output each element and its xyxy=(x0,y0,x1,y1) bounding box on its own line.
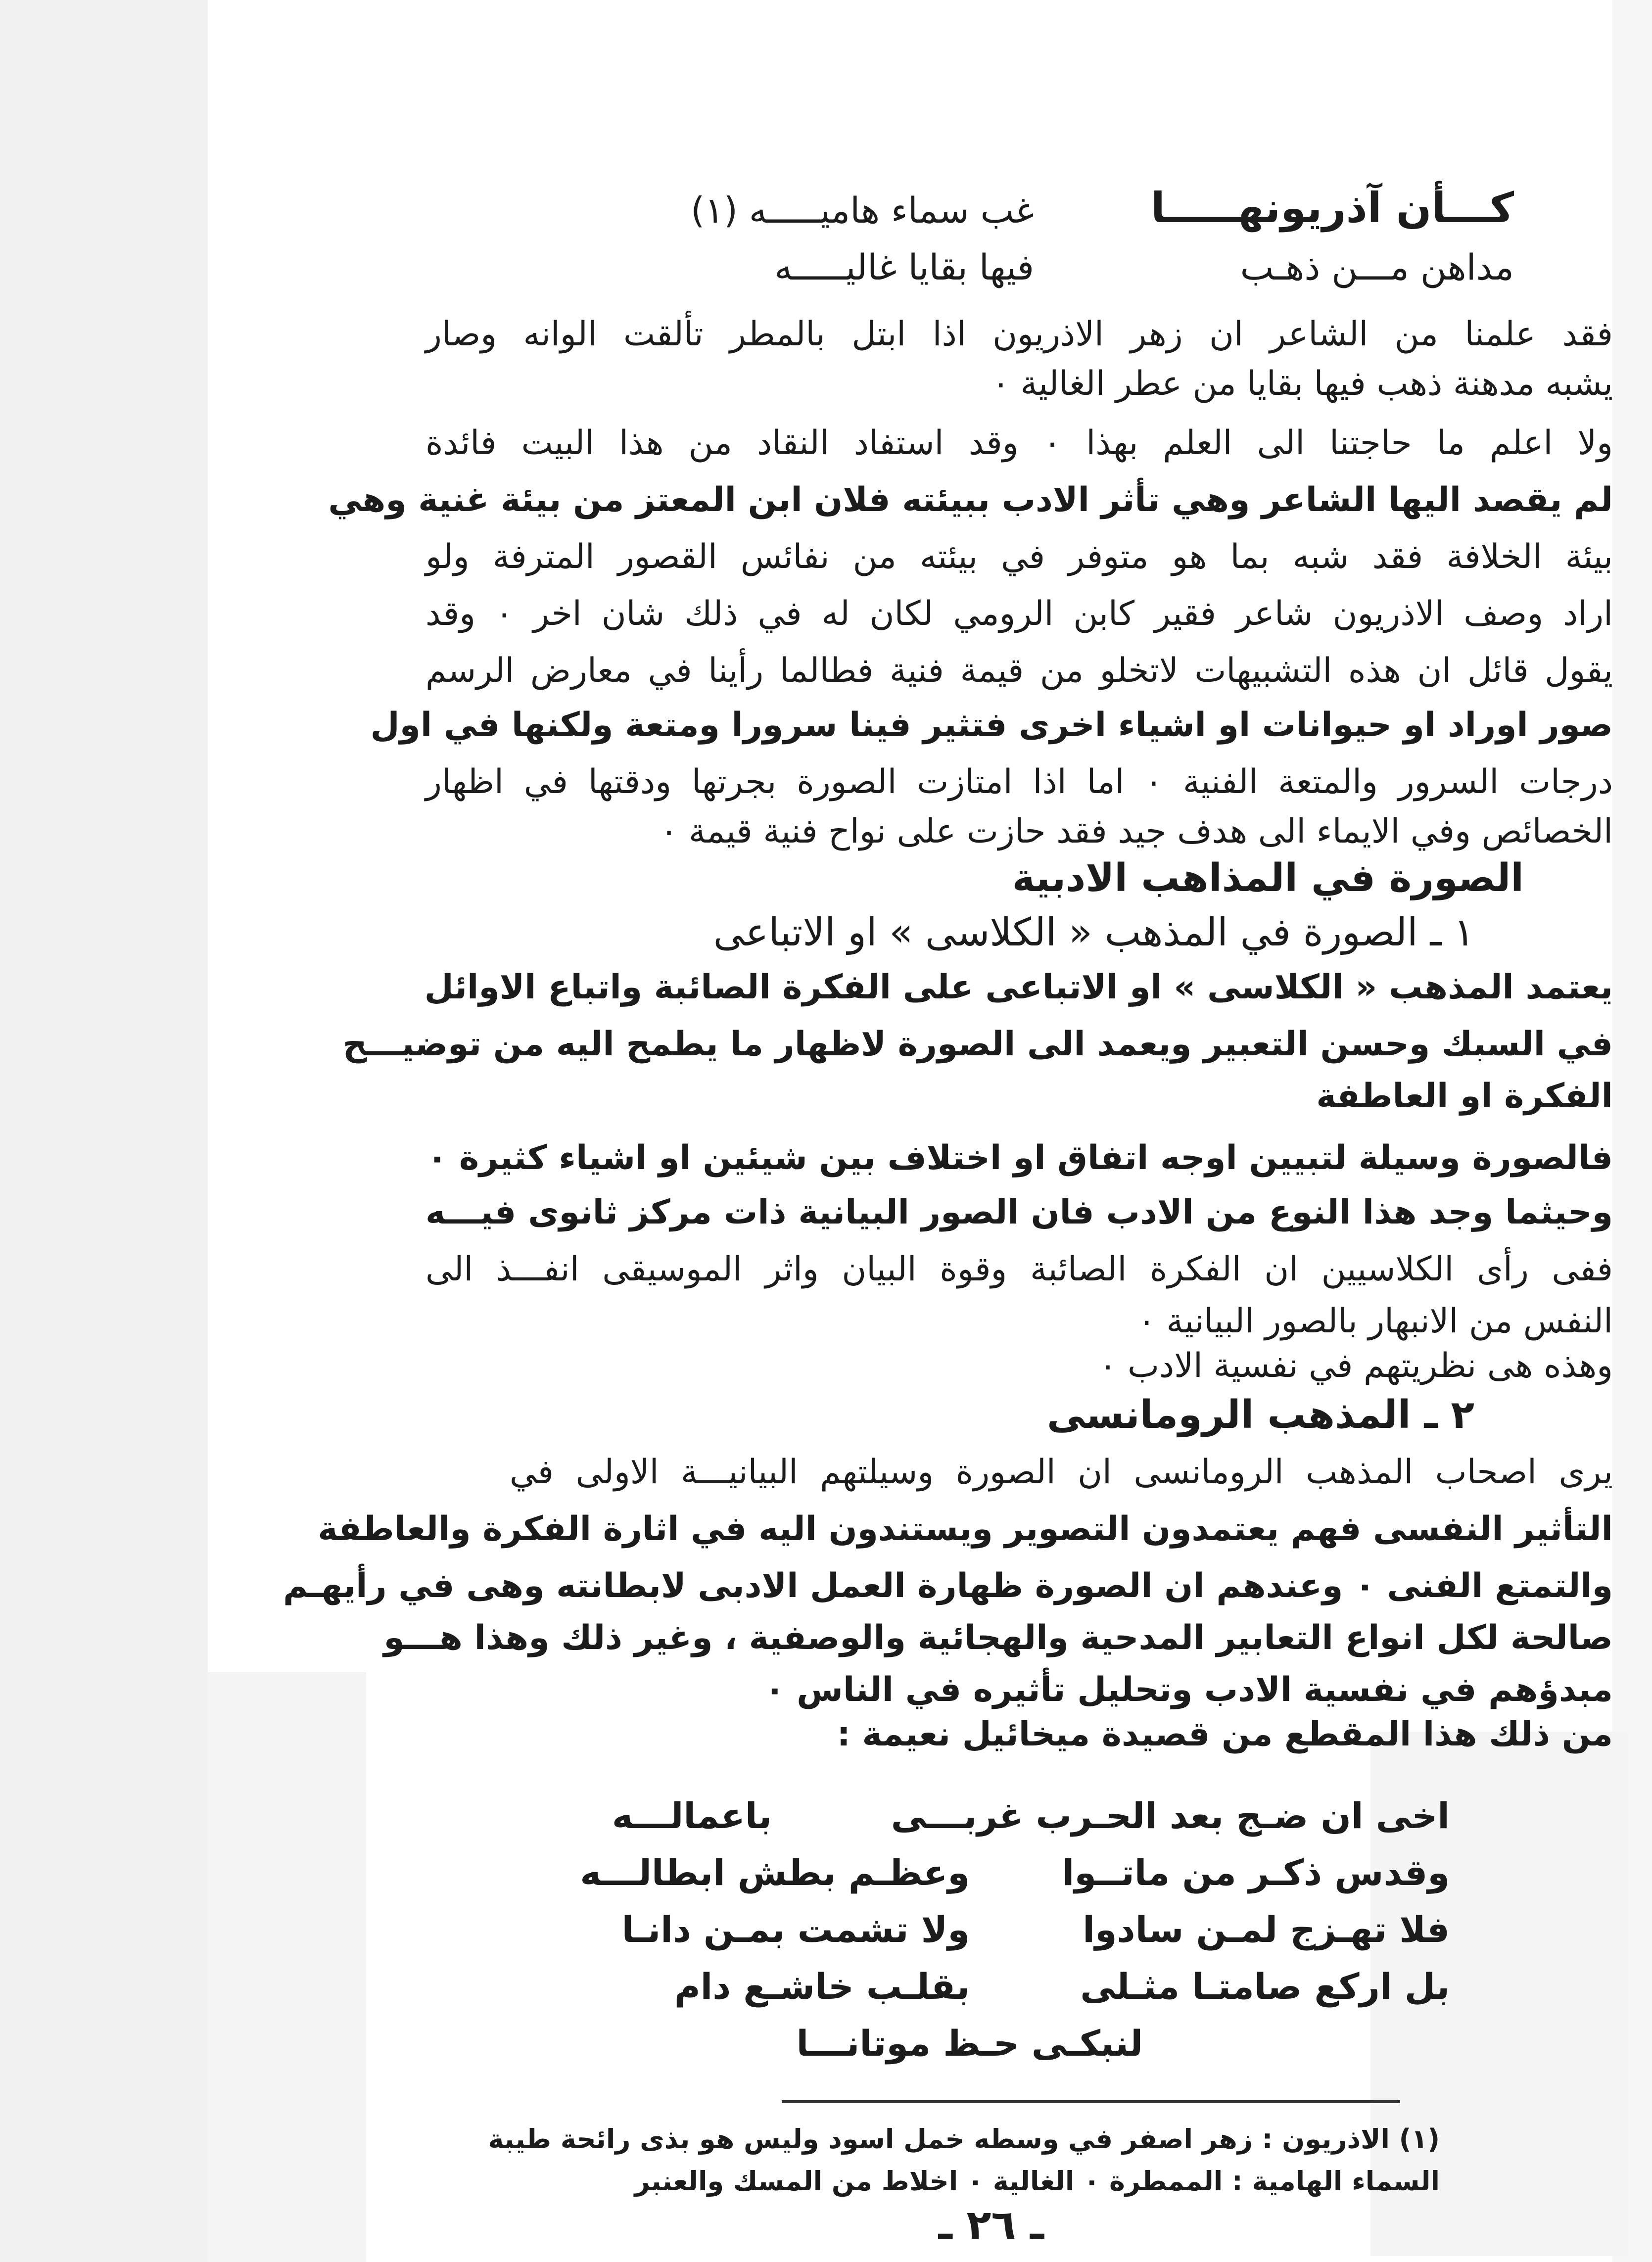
poem2-line-3-left: ولا تشمت بمـن دانـا xyxy=(621,1909,970,1950)
para2-line-5: يقول قائل ان هذه التشبيهات لاتخلو من قيمة فنية فطالما رأينا في معارض الرسم xyxy=(425,651,1613,690)
para2-line-1: ولا اعلم ما حاجتنا الى العلم بهذا ٠ وقد استفاد النقاد من هذا البيت فائدة xyxy=(425,424,1613,463)
para3-line-2: في السبك وحسن التعبير ويعمد الى الصورة لاظهار ما يطمح اليه من توضيـــح xyxy=(342,1025,1613,1064)
poem2-line-4-left: بقلـب خاشـع دام xyxy=(674,1966,970,2007)
para2-line-2: لم يقصد اليها الشاعر وهي تأثر الادب ببيئته فلان ابن المعتز من بيئة غنية وهي xyxy=(328,480,1613,519)
poem2-line-2-right: وقدس ذكـر من ماتــوا xyxy=(1062,1852,1450,1893)
para2-line-4: اراد وصف الاذريون شاعر فقير كابن الرومي لكان له في ذلك شان اخر ٠ وقد xyxy=(425,594,1613,633)
poem2-line-1-left: باعمالـــه xyxy=(612,1795,772,1837)
subsection-1-title: ١ ـ الصورة في المذهب « الكلاسى » او الاتباعى xyxy=(713,910,1474,955)
para4-line-4: النفس من الانبهار بالصور البيانية ٠ xyxy=(1137,1302,1613,1341)
para2-line-6: صور اوراد او حيوانات او اشياء اخرى فتثير فينا سرورا ومتعة ولكنها في اول xyxy=(370,706,1613,745)
top-poem-verse1-right: كـــأن آذريونهـــــا xyxy=(1150,184,1514,232)
para4-line-2: وحيثما وجد هذا النوع من الادب فان الصور البيانية ذات مركز ثانوى فيـــه xyxy=(425,1193,1613,1232)
footnote-line-1: (١) الاذريون : زهر اصفر في وسطه خمل اسود وليس هو بذى رائحة طيبة xyxy=(488,2123,1440,2155)
para4-line-3: ففى رأى الكلاسيين ان الفكرة الصائبة وقوة البيان واثر الموسيقى انفـــذ الى xyxy=(425,1250,1613,1289)
top-poem-verse1-left: غب سماء هاميـــــه (١) xyxy=(691,189,1034,231)
footnote-separator xyxy=(782,2100,1400,2103)
poem2-line-2-left: وعظـم بطش ابطالـــه xyxy=(580,1852,970,1893)
para2-line-7: درجات السرور والمتعة الفنية ٠ اما اذا امتازت الصورة بجرتها ودقتها في اظهار xyxy=(425,762,1613,801)
page-number: ـ ٢٦ ـ xyxy=(938,2202,1044,2249)
para2-line-8: الخصائص وفي الايماء الى هدف جيد فقد حازت على نواح فنية قيمة ٠ xyxy=(660,812,1613,851)
para6-line-4: صالحة لكل انواع التعابير المدحية والهجائية والوصفية ، وغير ذلك وهذا هـــو xyxy=(383,1618,1613,1657)
poem2-line-5: لنبكـى حـظ موتانـــا xyxy=(796,2023,1143,2064)
para6-line-2: التأثير النفسى فهم يعتمدون التصوير ويستندون اليه في اثارة الفكرة والعاطفة xyxy=(318,1509,1613,1549)
para6-line-3: والتمتع الفنى ٠ وعندهم ان الصورة ظهارة العمل الادبى لابطانته وهى في رأيهـم xyxy=(283,1566,1613,1605)
para4-line-1: فالصورة وسيلة لتبيين اوجه اتفاق او اختلاف بين شيئين او اشياء كثيرة ٠ xyxy=(426,1138,1613,1178)
para2-line-3: بيئة الخلافة فقد شبه بما هو متوفر في بيئته من نفائس القصور المترفة ولو xyxy=(425,537,1613,576)
para6-line-5: مبدؤهم في نفسية الادب وتحليل تأثيره في الناس ٠ xyxy=(764,1670,1613,1709)
para3-line-1: يعتمد المذهب « الكلاسى » او الاتباعى على الفكرة الصائبة واتباع الاوائل xyxy=(424,968,1613,1007)
para1-line-2: يشبه مدهنة ذهب فيها بقايا من عطر الغالية ٠ xyxy=(991,364,1613,403)
top-poem-verse2-right: مداهن مـــن ذهـب xyxy=(1240,246,1514,288)
para1-line-1: فقد علمنا من الشاعر ان زهر الاذريون اذا ابتل بالمطر تألقت الوانه وصار xyxy=(425,315,1613,354)
footnote-line-2: السماء الهامية : الممطرة ٠ الغالية ٠ اخلاط من المسك والعنبر xyxy=(634,2166,1440,2197)
document-page xyxy=(208,0,1613,2262)
para6-line-1: يرى اصحاب المذهب الرومانسى ان الصورة وسيلتهم البيانيـــة الاولى في xyxy=(510,1453,1613,1492)
para3-line-3: الفكرة او العاطفة xyxy=(1316,1077,1613,1116)
poem-intro: من ذلك هذا المقطع من قصيدة ميخائيل نعيمة : xyxy=(837,1715,1613,1754)
poem2-line-1-right: اخى ان ضـج بعد الحـرب غربـــى xyxy=(891,1795,1450,1837)
para5: وهذه هى نظريتهم في نفسية الادب ٠ xyxy=(1098,1346,1613,1385)
subsection-2-title: ٢ ـ المذهب الرومانسى xyxy=(1047,1393,1474,1437)
top-poem-verse2-left: فيها بقايا غاليـــــه xyxy=(774,246,1034,288)
poem2-line-4-right: بل اركع صامتـا مثـلى xyxy=(1080,1966,1450,2007)
section-title: الصورة في المذاهب الادبية xyxy=(1012,856,1524,900)
scan-left-margin xyxy=(0,0,208,2262)
poem2-line-3-right: فلا تهـزج لمـن سادوا xyxy=(1083,1909,1450,1950)
